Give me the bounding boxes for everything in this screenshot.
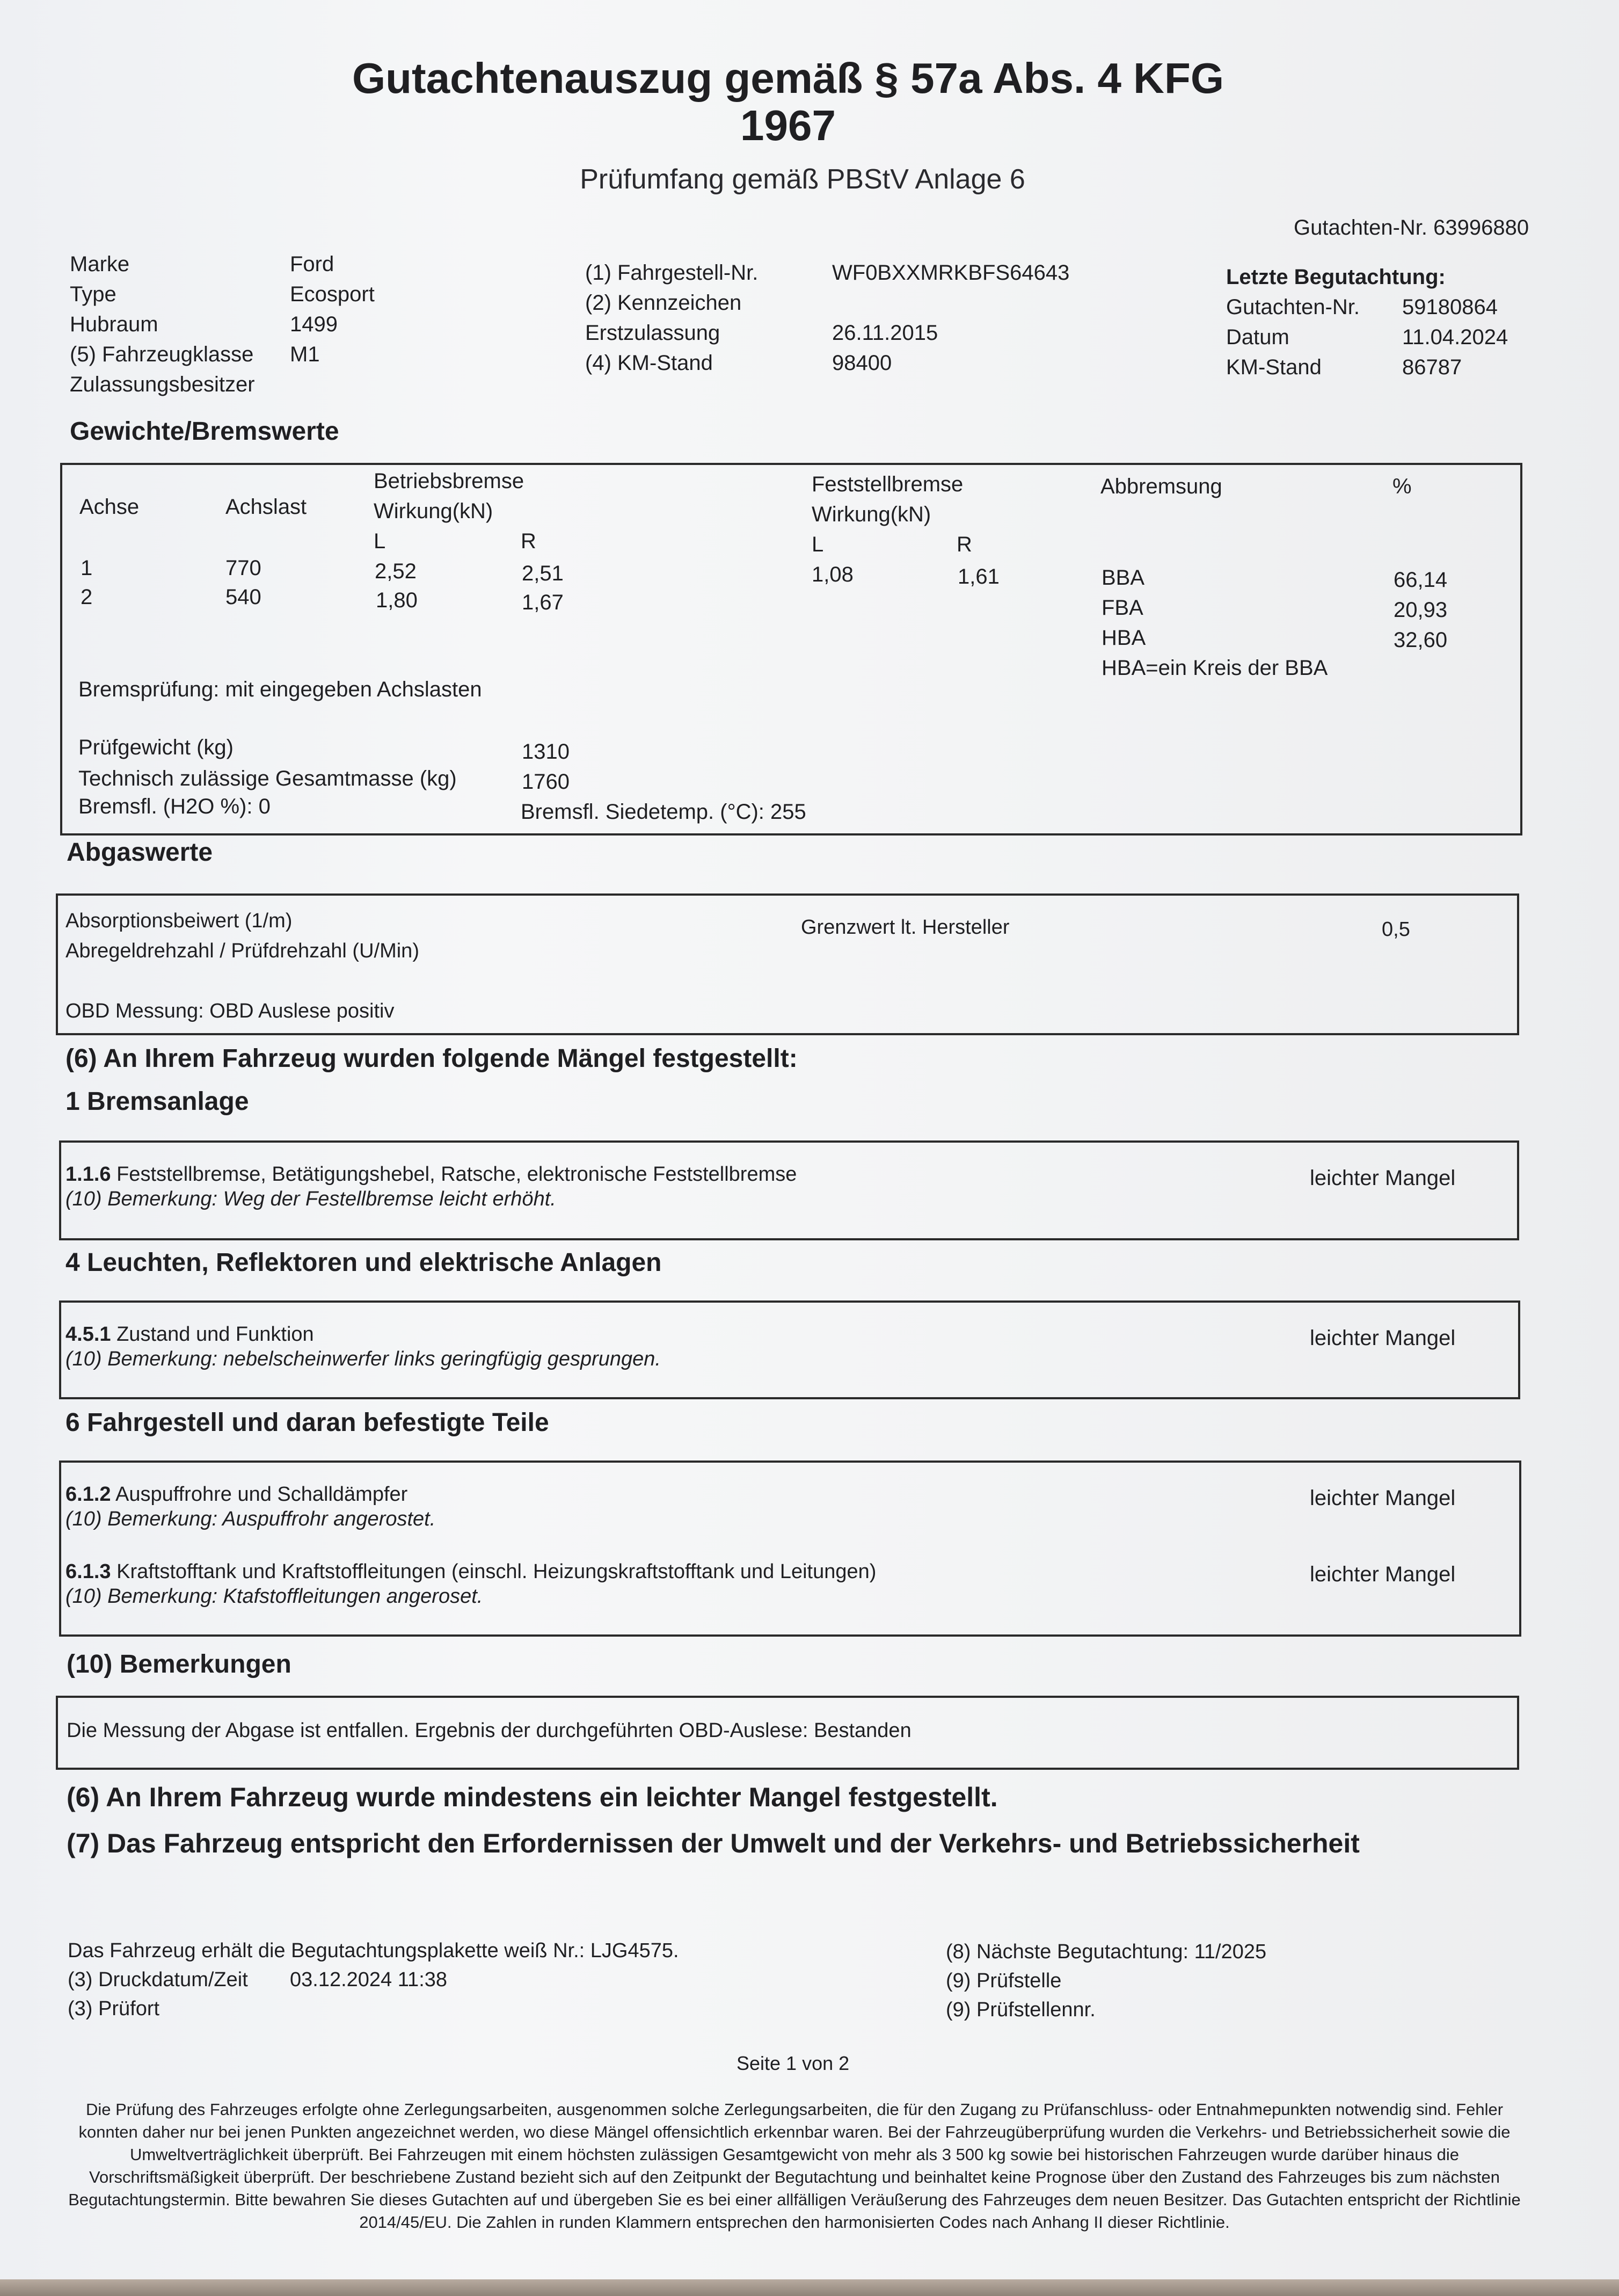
defect-text: Zustand und Funktion [116, 1323, 314, 1346]
bremsfluessigkeit-siedetemp: Bremsfl. Siedetemp. (°C): 255 [521, 800, 806, 824]
obd-measurement: OBD Messung: OBD Auslese positiv [65, 1000, 395, 1022]
label-kennzeichen: (2) Kennzeichen [585, 291, 742, 315]
label-pruefstelle: (9) Prüfstelle [946, 1970, 1062, 1992]
document-title: Gutachtenauszug gemäß § 57a Abs. 4 KFG [352, 54, 1224, 102]
label-druckdatum: (3) Druckdatum/Zeit [68, 1968, 248, 1991]
defect-code: 1.1.6 [65, 1163, 111, 1186]
value-erstzulassung: 26.11.2015 [832, 321, 938, 345]
bremsfluessigkeit-h2o: Bremsfl. (H2O %): 0 [78, 795, 271, 818]
value-gesamtmasse: 1760 [522, 770, 570, 794]
cell-fb-r: 1,61 [958, 565, 1000, 588]
value-fahrzeugklasse: M1 [290, 343, 320, 366]
defect-remark: (10) Bemerkung: nebelscheinwerfer links geringfügig gesprungen. [65, 1348, 661, 1370]
value-hubraum: 1499 [290, 313, 338, 336]
plakette-info: Das Fahrzeug erhält die Begutachtungsplakette weiß Nr.: LJG4575. [68, 1939, 679, 1962]
defect-code: 4.5.1 [65, 1323, 111, 1346]
result-line-6: (6) An Ihrem Fahrzeug wurde mindestens ein leichter Mangel festgestellt. [67, 1782, 998, 1812]
header-betriebsbremse-wirkung: Wirkung(kN) [374, 499, 493, 523]
cell-bb-l: 1,80 [376, 588, 418, 612]
cell-achse: 1 [81, 556, 93, 580]
result-line-7: (7) Das Fahrzeug entspricht den Erfordernissen der Umwelt und der Verkehrs- und Betriebssicherheit [67, 1828, 1360, 1858]
cell-bb-l: 2,52 [375, 560, 417, 583]
defect-remark: (10) Bemerkung: Weg der Festellbremse leicht erhöht. [65, 1188, 556, 1210]
header-abbremsung: Abbremsung [1100, 475, 1222, 498]
label-last-km-stand: KM-Stand [1226, 355, 1322, 379]
bremspruefung-note: Bremsprüfung: mit eingegeben Achslasten [78, 678, 482, 701]
value-marke: Ford [290, 252, 334, 276]
value-km-stand: 98400 [832, 351, 892, 375]
cell-fb-l: 1,08 [812, 563, 854, 586]
last-inspection-heading: Letzte Begutachtung: [1226, 265, 1446, 289]
header-betriebsbremse: Betriebsbremse [374, 469, 524, 493]
cell-achse: 2 [81, 585, 93, 609]
label-erstzulassung: Erstzulassung [585, 321, 720, 345]
header-bb-r: R [521, 529, 536, 553]
defect-group-title: 6 Fahrgestell und daran befestigte Teile [65, 1408, 549, 1437]
severity-badge: leichter Mangel [1310, 1326, 1456, 1350]
severity-badge: leichter Mangel [1310, 1166, 1456, 1190]
label-fahrgestell-nr: (1) Fahrgestell-Nr. [585, 261, 759, 285]
defect-code: 6.1.3 [65, 1560, 111, 1583]
page-number: Seite 1 von 2 [736, 2052, 850, 2074]
label-marke: Marke [70, 252, 130, 276]
cell-bb-r: 1,67 [522, 591, 564, 614]
abbremsung-hba-value: 32,60 [1394, 628, 1448, 652]
defect-text: Feststellbremse, Betätigungshebel, Ratsche, elektronische Feststellbremse [116, 1163, 797, 1186]
header-bb-l: L [374, 529, 386, 553]
label-pruefgewicht: Prüfgewicht (kg) [78, 736, 234, 759]
label-absorptionsbeiwert: Absorptionsbeiwert (1/m) [65, 910, 293, 932]
defect-remark: (10) Bemerkung: Ktafstoffleitungen angeroset. [65, 1585, 483, 1608]
value-type: Ecosport [290, 282, 375, 306]
header-fb-l: L [812, 533, 824, 556]
header-achse: Achse [79, 495, 140, 519]
value-last-gutachten-nr: 59180864 [1402, 295, 1498, 319]
remarks-text: Die Messung der Abgase ist entfallen. Ergebnis der durchgeführten OBD-Auslese: Bestanden [67, 1719, 911, 1742]
label-pruefort: (3) Prüfort [68, 1997, 160, 2020]
label-pruefstellennr: (9) Prüfstellennr. [946, 1999, 1096, 2021]
section-title-brakes: Gewichte/Bremswerte [70, 417, 339, 446]
label-last-gutachten-nr: Gutachten-Nr. [1226, 295, 1360, 319]
value-druckdatum: 03.12.2024 11:38 [290, 1968, 448, 1991]
label-drehzahl: Abregeldrehzahl / Prüfdrehzahl (U/Min) [65, 940, 419, 962]
value-last-km-stand: 86787 [1402, 355, 1462, 379]
cell-bb-r: 2,51 [522, 562, 564, 585]
abbremsung-bba-label: BBA [1102, 566, 1145, 590]
defect-text: Kraftstofftank und Kraftstoffleitungen (einschl. Heizungskraftstofftank und Leitungen) [116, 1560, 877, 1583]
value-pruefgewicht: 1310 [522, 740, 570, 764]
section-title-exhaust: Abgaswerte [67, 838, 213, 867]
legal-disclaimer: Die Prüfung des Fahrzeuges erfolgte ohne Zerlegungsarbeiten, ausgenommen solche Zerlegungsarbeiten, die für den Zugang zu Prüfanschluss- oder Entnahmepunkten notwendig sind. Fehler konnten daher nur bei jenen Punkten angezeichnet werden, wo diese Mängel offensichtlich erkennbar waren. Bei der Fahrzeugüberprüfung wurden die Verkehrs- und Betriebssicherheit sowie die Umweltverträglichkeit überprüft. Bei Fahrzeugen mit einem höchsten zulässigen Gesamtgewicht von mehr als 3 500 kg sowie bei historischen Fahrzeugen wurde darüber hinaus die Vorschriftsmäßigkeit überprüft. Der beschriebene Zustand bezieht sich auf den Zeitpunkt der Begutachtung und beinhaltet keine Prognose über den Zustand des Fahrzeuges bis zum nächsten Begutachtungstermin. Bitte bewahren Sie dieses Gutachten auf und übergeben Sie es bei einer allfälligen Veräußerung des Fahrzeuges dem neuen Besitzer. Das Gutachten entspricht der Richtlinie 2014/45/EU. Die Zahlen in runden Klammern entsprechen den harmonisierten Codes nach Anhang II dieser Richtlinie. [68, 2100, 1521, 2232]
naechste-begutachtung: (8) Nächste Begutachtung: 11/2025 [946, 1941, 1267, 1963]
label-grenzwert: Grenzwert lt. Hersteller [801, 916, 1010, 939]
value-fahrgestell-nr: WF0BXXMRKBFS64643 [832, 261, 1070, 285]
abbremsung-fba-value: 20,93 [1394, 598, 1448, 622]
abbremsung-hba-label: HBA [1102, 626, 1146, 650]
defect-group-title: 1 Bremsanlage [65, 1087, 249, 1116]
header-feststellbremse: Feststellbremse [812, 473, 964, 496]
abbremsung-bba-value: 66,14 [1394, 568, 1448, 592]
report-number: Gutachten-Nr. 63996880 [1294, 216, 1529, 239]
table-surface [0, 2279, 1619, 2296]
header-percent: % [1392, 475, 1412, 498]
header-fb-r: R [957, 533, 972, 556]
defects-heading: (6) An Ihrem Fahrzeug wurden folgende Mängel festgestellt: [65, 1044, 798, 1073]
document-subtitle: Prüfumfang gemäß PBStV Anlage 6 [580, 164, 1025, 195]
hba-note: HBA=ein Kreis der BBA [1102, 656, 1328, 680]
severity-badge: leichter Mangel [1310, 1563, 1456, 1586]
label-type: Type [70, 282, 116, 306]
value-last-datum: 11.04.2024 [1402, 325, 1508, 349]
label-gesamtmasse: Technisch zulässige Gesamtmasse (kg) [78, 767, 457, 790]
cell-achslast: 540 [225, 585, 261, 609]
severity-badge: leichter Mangel [1310, 1486, 1456, 1510]
abbremsung-fba-label: FBA [1102, 596, 1143, 620]
label-zulassungsbesitzer: Zulassungsbesitzer [70, 373, 255, 396]
header-feststellbremse-wirkung: Wirkung(kN) [812, 503, 931, 526]
defect-group-title: 4 Leuchten, Reflektoren und elektrische Anlagen [65, 1248, 662, 1277]
value-grenzwert: 0,5 [1382, 918, 1410, 941]
cell-achslast: 770 [225, 556, 261, 580]
label-km-stand: (4) KM-Stand [585, 351, 713, 375]
label-fahrzeugklasse: (5) Fahrzeugklasse [70, 343, 254, 366]
label-last-datum: Datum [1226, 325, 1289, 349]
defect-text: Auspuffrohre und Schalldämpfer [115, 1483, 408, 1506]
label-hubraum: Hubraum [70, 313, 158, 336]
document-title-year: 1967 [740, 101, 836, 149]
defect-code: 6.1.2 [65, 1483, 111, 1506]
defect-remark: (10) Bemerkung: Auspuffrohr angerostet. [65, 1508, 436, 1530]
header-achslast: Achslast [225, 495, 307, 519]
section-title-remarks: (10) Bemerkungen [67, 1650, 291, 1679]
